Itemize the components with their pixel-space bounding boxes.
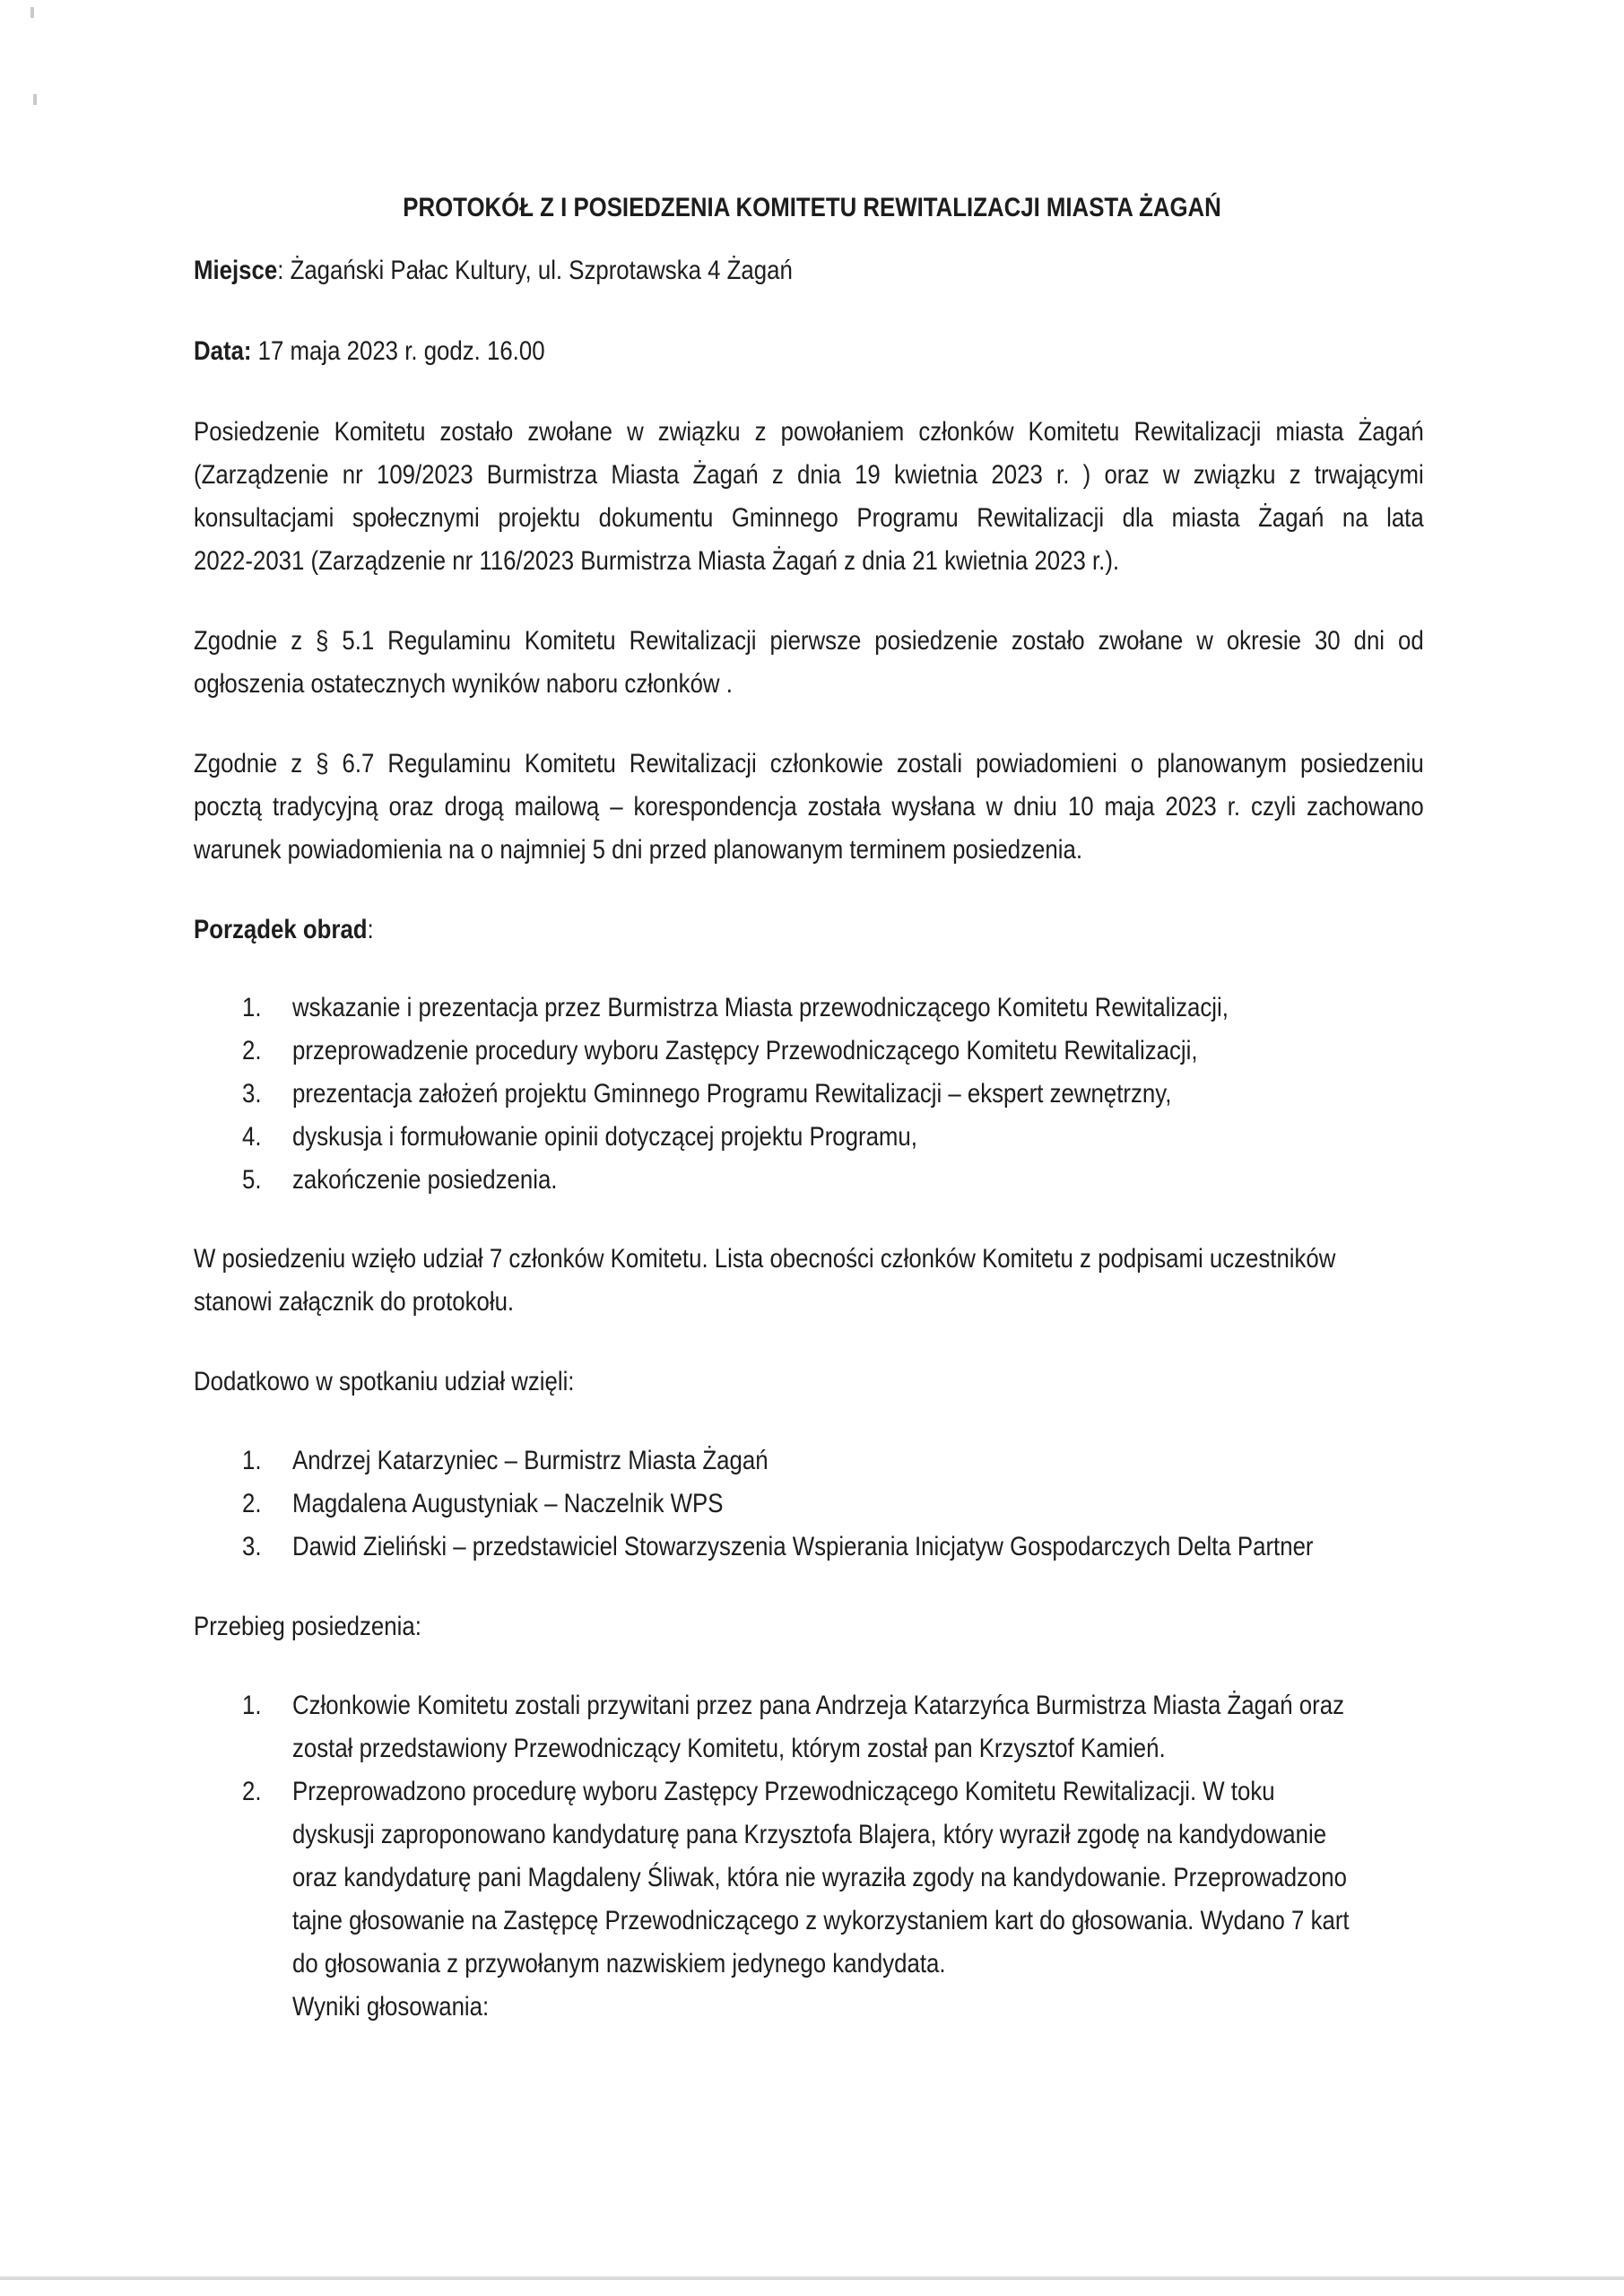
intro-line: konsultacjami społecznymi projektu dokumentu Gminnego Programu Rewitalizacji dla miasta Żagań na lata: [194, 503, 1424, 533]
course-item-line: do głosowania z przywołanym nazwiskiem jedynego kandydata.: [292, 1949, 946, 1979]
course-item-line: dyskusji zaproponowano kandydaturę pana Krzysztofa Blajera, który wyraził zgodę na kandydowanie: [292, 1820, 1327, 1849]
scan-artifact-mark: [33, 94, 37, 105]
date-value: 17 maja 2023 r. godz. 16.00: [251, 336, 545, 366]
course-heading: Przebieg posiedzenia:: [194, 1612, 421, 1641]
course-item-line: oraz kandydaturę pani Magdaleny Śliwak, która nie wyraziła zgody na kandydowanie. Przeprowadzono: [292, 1863, 1348, 1892]
attendance-line: W posiedzeniu wzięło udział 7 członków Komitetu. Lista obecności członków Komitetu z podpisami uczestników: [194, 1244, 1336, 1274]
agenda-item: zakończenie posiedzenia.: [292, 1165, 558, 1195]
additional-number: 1.: [242, 1446, 262, 1475]
meeting-place: [194, 255, 793, 287]
course-item-line: Członkowie Komitetu zostali przywitani przez pana Andrzeja Katarzyńca Burmistrza Miasta Żagań oraz: [292, 1691, 1344, 1720]
additional-person: Magdalena Augustyniak – Naczelnik WPS: [292, 1489, 724, 1518]
scan-artifact-mark: [30, 7, 34, 18]
voting-results-label: Wyniki głosowania:: [292, 1992, 490, 2022]
additional-number: 3.: [242, 1532, 262, 1561]
agenda-item: prezentacja założeń projektu Gminnego Programu Rewitalizacji – ekspert zewnętrzny,: [292, 1079, 1172, 1109]
additional-heading: Dodatkowo w spotkaniu udział wzięli:: [194, 1367, 575, 1396]
attendance-line: stanowi załącznik do protokołu.: [194, 1287, 515, 1317]
additional-number: 2.: [242, 1489, 262, 1518]
rule-5-1-line: Zgodnie z § 5.1 Regulaminu Komitetu Rewitalizacji pierwsze posiedzenie zostało zwołane w okresie 30 dni od: [194, 626, 1424, 656]
rule-5-1-line: ogłoszenia ostatecznych wyników naboru członków .: [194, 669, 733, 699]
agenda-item: przeprowadzenie procedury wyboru Zastępcy Przewodniczącego Komitetu Rewitalizacji,: [292, 1036, 1198, 1065]
agenda-item: wskazanie i prezentacja przez Burmistrza Miasta przewodniczącego Komitetu Rewitalizacji,: [292, 993, 1229, 1022]
intro-line: Posiedzenie Komitetu zostało zwołane w związku z powołaniem członków Komitetu Rewitalizacji miasta Żagań: [194, 417, 1424, 447]
document-title: [0, 192, 1624, 224]
course-item-line: został przedstawiony Przewodniczący Komitetu, którym został pan Krzysztof Kamień.: [292, 1734, 1166, 1763]
page-bottom-edge: [0, 2276, 1624, 2280]
meeting-date: [194, 335, 545, 368]
agenda-item-number: 4.: [242, 1122, 262, 1152]
intro-line: 2022-2031 (Zarządzenie nr 116/2023 Burmistrza Miasta Żagań z dnia 21 kwietnia 2023 r.).: [194, 546, 1120, 576]
rule-6-7-line: pocztą tradycyjną oraz drogą mailową – korespondencja została wysłana w dniu 10 maja 2023 r. czyli zachowano: [194, 792, 1424, 822]
agenda-item-number: 5.: [242, 1165, 262, 1195]
document-title-text: PROTOKÓŁ Z I POSIEDZENIA KOMITETU REWITALIZACJI MIASTA ŻAGAŃ: [403, 193, 1221, 222]
rule-6-7-line: Zgodnie z § 6.7 Regulaminu Komitetu Rewitalizacji członkowie zostali powiadomieni o planowanym posiedzeniu: [194, 749, 1424, 778]
course-item-number: 1.: [242, 1691, 262, 1720]
agenda-item-number: 2.: [242, 1036, 262, 1065]
course-item-line: Przeprowadzono procedurę wyboru Zastępcy Przewodniczącego Komitetu Rewitalizacji. W toku: [292, 1777, 1275, 1806]
place-label: Miejsce: [194, 256, 278, 285]
agenda-heading: [194, 914, 374, 946]
agenda-item-number: 3.: [242, 1079, 262, 1109]
agenda-item-number: 1.: [242, 993, 262, 1022]
rule-6-7-line: warunek powiadomienia na o najmniej 5 dni przed planowanym terminem posiedzenia.: [194, 835, 1083, 865]
agenda-item: dyskusja i formułowanie opinii dotyczącej projektu Programu,: [292, 1122, 917, 1152]
agenda-heading-text: Porządek obrad: [194, 915, 368, 944]
additional-person: Dawid Zieliński – przedstawiciel Stowarzyszenia Wspierania Inicjatyw Gospodarczych Delta Partner: [292, 1532, 1314, 1561]
additional-person: Andrzej Katarzyniec – Burmistrz Miasta Żagań: [292, 1446, 769, 1475]
agenda-heading-colon: :: [367, 915, 374, 944]
course-item-line: tajne głosowanie na Zastępcę Przewodniczącego z wykorzystaniem kart do głosowania. Wydano 7 kart: [292, 1906, 1350, 1935]
date-label: Data:: [194, 336, 252, 366]
intro-line: (Zarządzenie nr 109/2023 Burmistrza Miasta Żagań z dnia 19 kwietnia 2023 r. ) oraz w związku z trwającymi: [194, 460, 1424, 490]
place-value: : Żagański Pałac Kultury, ul. Szprotawska 4 Żagań: [277, 256, 793, 285]
course-item-number: 2.: [242, 1777, 262, 1806]
